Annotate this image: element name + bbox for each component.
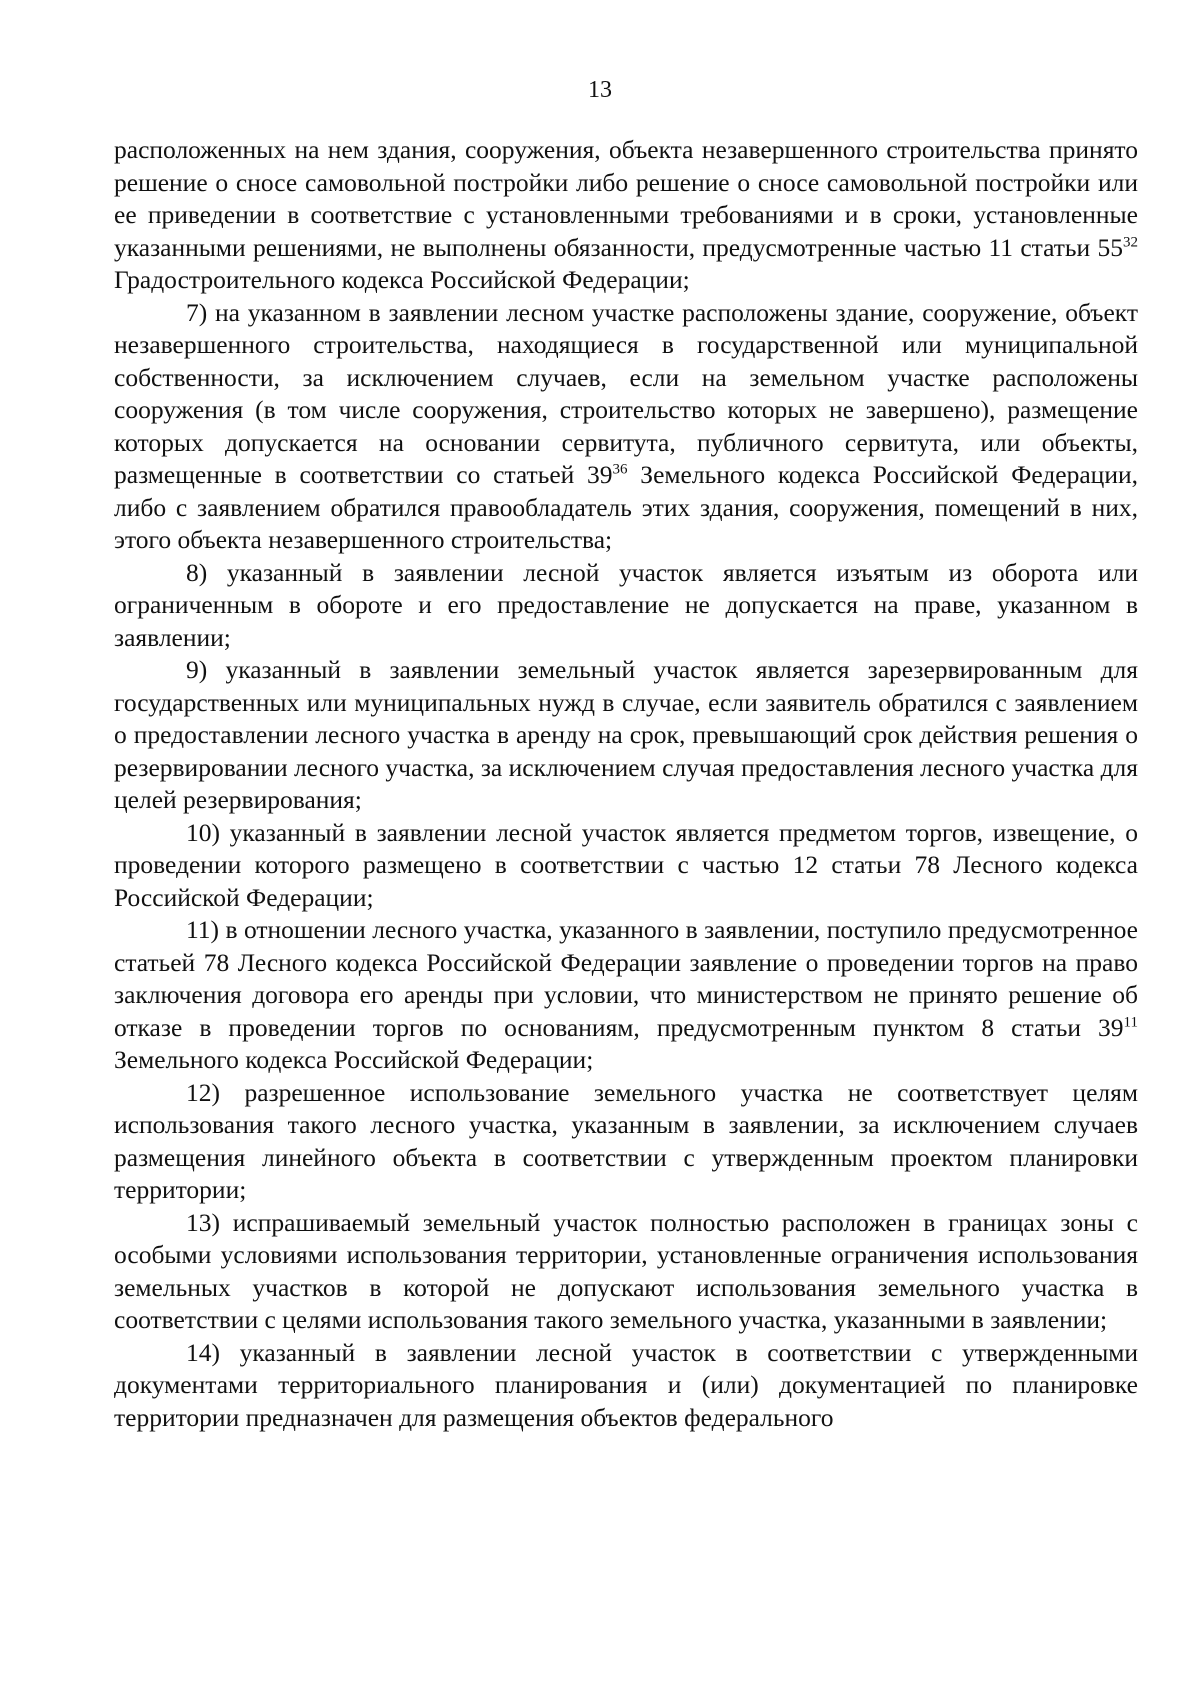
superscript: 32	[1123, 234, 1138, 250]
paragraph-item-9: 9) указанный в заявлении земельный участок является зарезервированным для государственных или муниципальных нужд в случае, если заявитель обратился с заявлением о предоставлении лесного участка в аренду на срок, превышающий срок действия решения о резервировании лесного участка, за исключением случая предоставления лесного участка для целей резервирования;	[114, 655, 1138, 814]
paragraph-item-12: 12) разрешенное использование земельного участка не соответствует целям использования такого лесного участка, указанным в заявлении, за исключением случаев размещения линейного объекта в соответствии с утвержденным проектом планировки территории;	[114, 1077, 1138, 1204]
superscript: 36	[612, 461, 628, 478]
paragraph-continuation: расположенных на нем здания, сооружения, объекта незавершенного строительства принято решение о сносе самовольной постройки либо решение о сносе самовольной постройки или ее приведении в соответствие с установленными требованиями и в сроки, установленные указанными решениями, не выполнены обязанности, предусмотренные частью 11 статьи $55^{32}$ Градостроительного кодекса Российской Федерации;	[114, 135, 1138, 294]
paragraph-item-14: 14) указанный в заявлении лесной участок в соответствии с утвержденными документами территориального планирования и (или) документацией по планировке территории предназначен для размещения объектов федерального	[114, 1337, 1138, 1432]
paragraph-item-10: 10) указанный в заявлении лесной участок является предметом торгов, извещение, о проведении которого размещено в соответствии с частью 12 статьи 78 Лесного кодекса Российской Федерации;	[114, 817, 1138, 912]
paragraph-item-13: 13) испрашиваемый земельный участок полностью расположен в границах зоны с особыми условиями использования территории, установленные ограничения использования земельных участков в которой не допускают использования земельного участка в соответствии с целями использования такого земельного участка, указанными в заявлении;	[114, 1207, 1138, 1334]
document-body	[114, 134, 1138, 1434]
superscript: 11	[1123, 1014, 1138, 1030]
paragraph-item-7: 7) на указанном в заявлении лесном участке расположены здание, сооружение, объект незавершенного строительства, находящиеся в государственной или муниципальной собственности, за исключением случаев, если на земельном участке расположены сооружения (в том числе сооружения, строительство которых не завершено), размещение которых допускается на основании сервитута, публичного сервитута, или объекты, размещенные в соответствии со статьей $39^{36}$ Земельного кодекса Российской Федерации, либо с заявлением обратился правообладатель этих здания, сооружения, помещений в них, этого объекта незавершенного строительства;	[114, 297, 1138, 554]
paragraph-item-11: 11) в отношении лесного участка, указанного в заявлении, поступило предусмотренное статьей 78 Лесного кодекса Российской Федерации заявление о проведении торгов на право заключения договора его аренды при условии, что министерством не принято решение об отказе в проведении торгов по основаниям, предусмотренным пунктом 8 статьи $39^{11}$ Земельного кодекса Российской Федерации;	[114, 915, 1138, 1074]
paragraph-item-8: 8) указанный в заявлении лесной участок является изъятым из оборота или ограниченным в обороте и его предоставление не допускается на праве, указанном в заявлении;	[114, 557, 1138, 652]
page-number: 13	[588, 77, 612, 103]
